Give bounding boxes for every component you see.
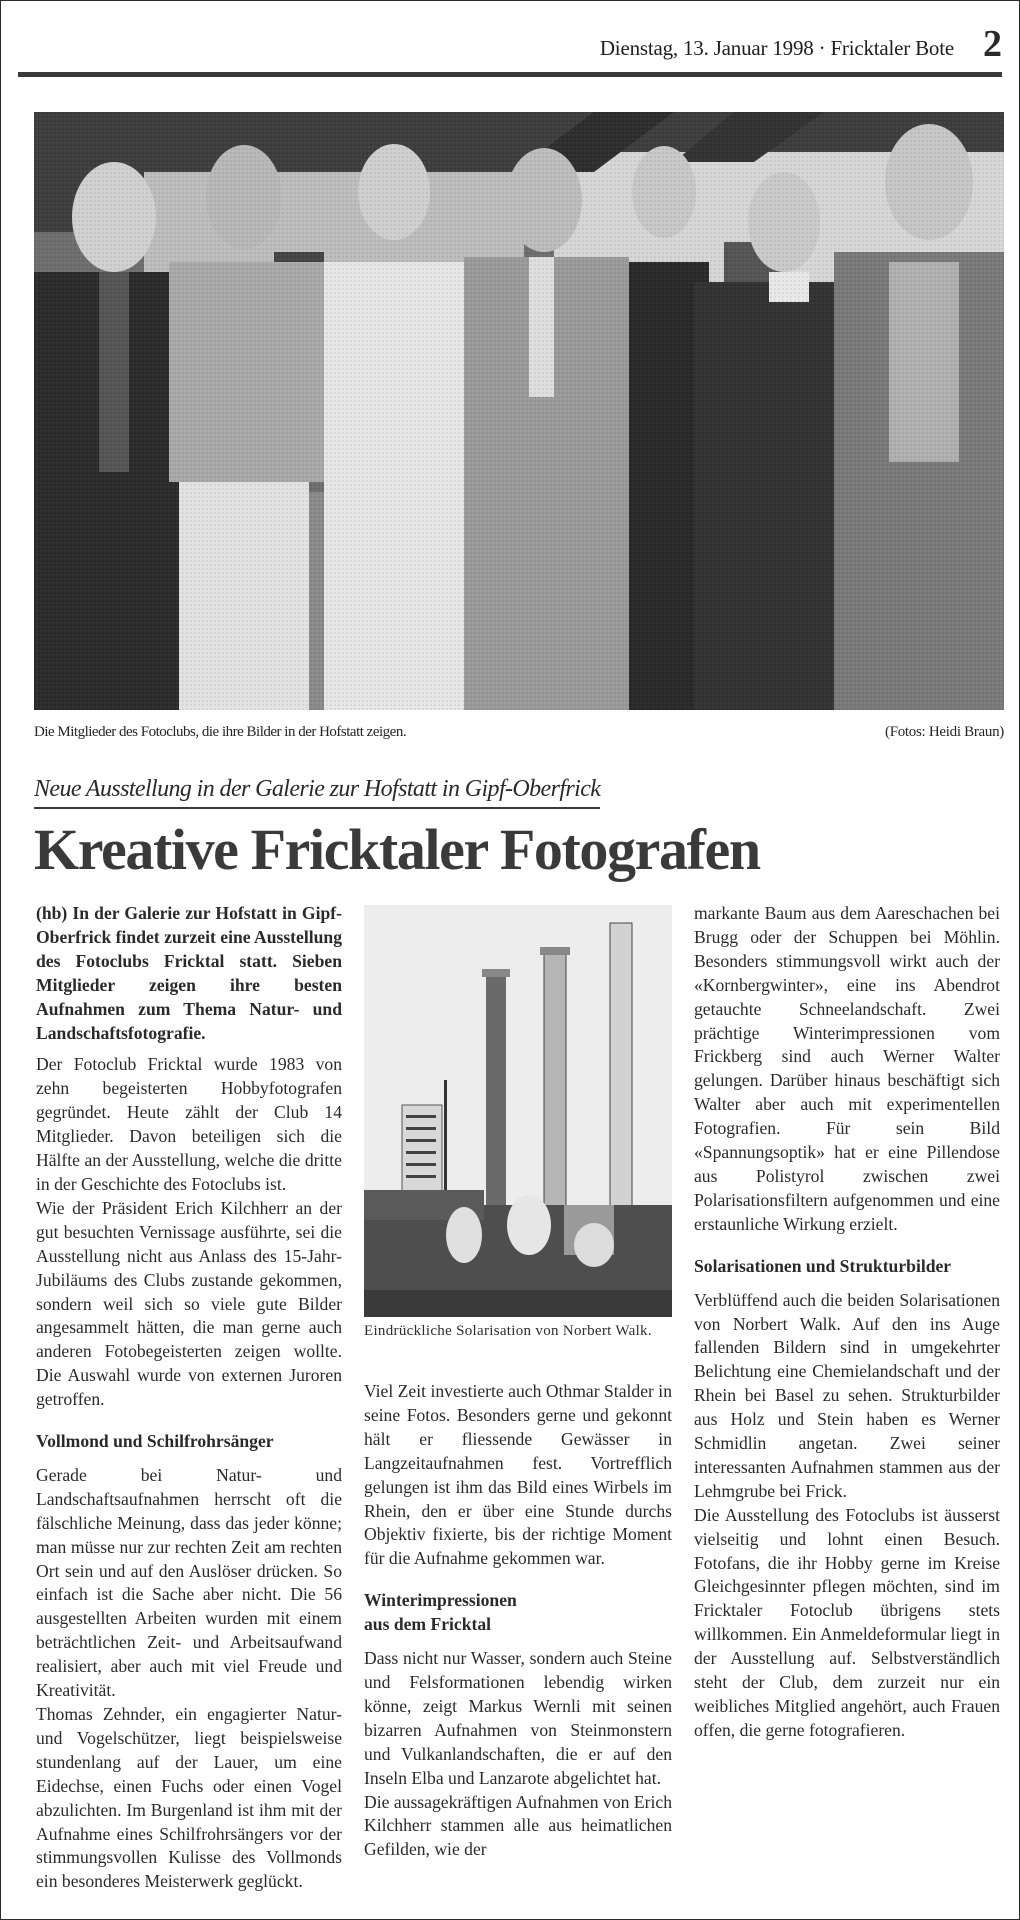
- article-lead: (hb) In der Galerie zur Hofstatt in Gipf-Oberfrick findet zurzeit eine Ausstellung des Fotoclubs Fricktal statt. Sieben Mitglieder zeigen ihre besten Aufnahmen zum Thema Natur- und Landschaftsfotografie.: [36, 903, 342, 1043]
- group-photo-image: [34, 112, 1004, 710]
- chimney-photo: [364, 905, 672, 1317]
- article-column-3: [694, 902, 1000, 1743]
- chimney-photo-caption: Eindrückliche Solarisation von Norbert Walk.: [364, 1323, 652, 1339]
- article-kicker: Neue Ausstellung in der Galerie zur Hofstatt in Gipf-Oberfrick: [34, 776, 600, 809]
- paragraph: Die aussagekräftigen Aufnahmen von Erich Kilchherr stammen alle aus heimatlichen Gefilden, wie der: [364, 1791, 672, 1860]
- chimney-photo-image: [364, 905, 672, 1317]
- paragraph: Verblüffend auch die beiden Solarisationen von Norbert Walk. Auf den ins Auge fallenden Bildern sind in umgekehrter Belichtung eine Chemielandschaft und der Rhein bei Basel zu sehen. Strukturbilder aus Holz und Stein haben es Werner Schmidlin angetan. Zwei seiner interessanten Aufnahmen stammen aus der Lehmgrube bei Frick.: [694, 1289, 1000, 1501]
- photo-credit: (Fotos: Heidi Braun): [885, 724, 1004, 740]
- subheading-solarisationen: Solarisationen und Strukturbilder: [694, 1255, 952, 1276]
- date-and-publication: Dienstag, 13. Januar 1998 · Fricktaler Bote: [599, 36, 954, 60]
- paragraph: Dass nicht nur Wasser, sondern auch Steine und Felsformationen lebendig wirken könne, zeigt Markus Wernli mit seinen bizarren Aufnahmen von Steinmonstern und Vulkanlandschaften, die er auf den Inseln Elba und Lanzarote abgelichtet hat.: [364, 1648, 672, 1788]
- article-column-1: [36, 902, 342, 1894]
- paragraph: Die Ausstellung des Fotoclubs ist äusserst vielseitig und lohnt einen Besuch. Fotofans, die ihr Hobby gerne im Kreise Gleichgesinnter pflegen möchten, sind im Fricktaler Fotoclub übrigens stets willkommen. Ein Anmeldeformular liegt in der Ausstellung auf. Selbstverständlich steht der Club, dem zurzeit nur ein weibliches Mitglied angehört, auch Frauen offen, die gerne fotografieren.: [694, 1504, 1000, 1740]
- article-column-2: [364, 1380, 672, 1862]
- paragraph: Wie der Präsident Erich Kilchherr an der gut besuchten Vernissage ausführte, sei die Ausstellung nicht aus Anlass des 15-Jahr-Jubiläums des Clubs zustande gekommen, sondern weil sich so viele gute Bilder angesammelt hätten, die man gerne auch anderen Fotobegeisterten zeigen wollte. Die Auswahl wurde von externen Juroren getroffen.: [36, 1197, 342, 1410]
- paragraph: Thomas Zehnder, ein engagierter Natur- und Vogelschützer, liegt beispielsweise stundenlang auf der Lauer, um eine Eidechse, einen Fuchs oder einen Vogel abzulichten. Im Burgenland ist ihm mit der Aufnahme eines Schilfrohrsängers vor der stimmungsvollen Kulisse des Vollmonds ein besonderes Meisterwerk geglückt.: [36, 1704, 342, 1892]
- subheading-line: Winterimpressionen: [364, 1590, 517, 1611]
- subheading-vollmond: Vollmond und Schilfrohrsänger: [36, 1431, 274, 1452]
- subheading-line: aus dem Fricktal: [364, 1614, 492, 1635]
- masthead: [18, 22, 1002, 72]
- paragraph: Gerade bei Natur- und Landschaftsaufnahmen herrscht oft die fälschliche Meinung, dass das jeder könne; man müsse nur zur rechten Zeit am rechten Ort sein und auf den Auslöser drücken. So einfach ist die Sache aber nicht. Die 56 ausgestellten Arbeiten wurden mit einem beträchtlichen Zeit- und Arbeitsaufwand realisiert, aber auch mit viel Freude und Kreativität.: [36, 1464, 342, 1701]
- main-photo: [34, 112, 1004, 710]
- subheading-winterimpressionen: [364, 1589, 672, 1637]
- paragraph: markante Baum aus dem Aareschachen bei Brugg oder der Schuppen bei Möhlin. Besonders stimmungsvoll wirkt auch der «Kornbergwinter», eine ins Abendrot getauchte Schneelandschaft. Zwei prächtige Winterimpressionen vom Frickberg sind auch Werner Walter gelungen. Darüber hinaus beschäftigt sich Walter aber auch mit experimentellen Fotografien. Für sein Bild «Spannungsoptik» hat er eine Pillendose aus Polistyrol zwischen zwei Polarisationsfiltern aufgenommen und eine erstaunliche Wirkung erzielt.: [694, 903, 1000, 1234]
- article-headline: Kreative Fricktaler Fotografen: [34, 817, 760, 882]
- page-number: 2: [983, 23, 1002, 65]
- paragraph: Der Fotoclub Fricktal wurde 1983 von zehn begeisterten Hobbyfotografen gegründet. Heute zählt der Club 14 Mitglieder. Davon beteiligen sich die Hälfte an der Ausstellung, welche die dritte in der Geschichte des Fotoclubs ist.: [36, 1054, 342, 1194]
- main-photo-caption: Die Mitglieder des Fotoclubs, die ihre Bilder in der Hofstatt zeigen.: [34, 724, 407, 740]
- masthead-rule: [18, 72, 1002, 77]
- paragraph: Viel Zeit investierte auch Othmar Stalder in seine Fotos. Besonders gerne und gekonnt hält er fliessende Gewässer in Langzeitaufnahmen fest. Vortrefflich gelungen ist ihm das Bild eines Wirbels im Rhein, den er über eine Stunde durchs Objektiv fixierte, bis der richtige Moment für die Aufnahme gekommen war.: [364, 1381, 672, 1569]
